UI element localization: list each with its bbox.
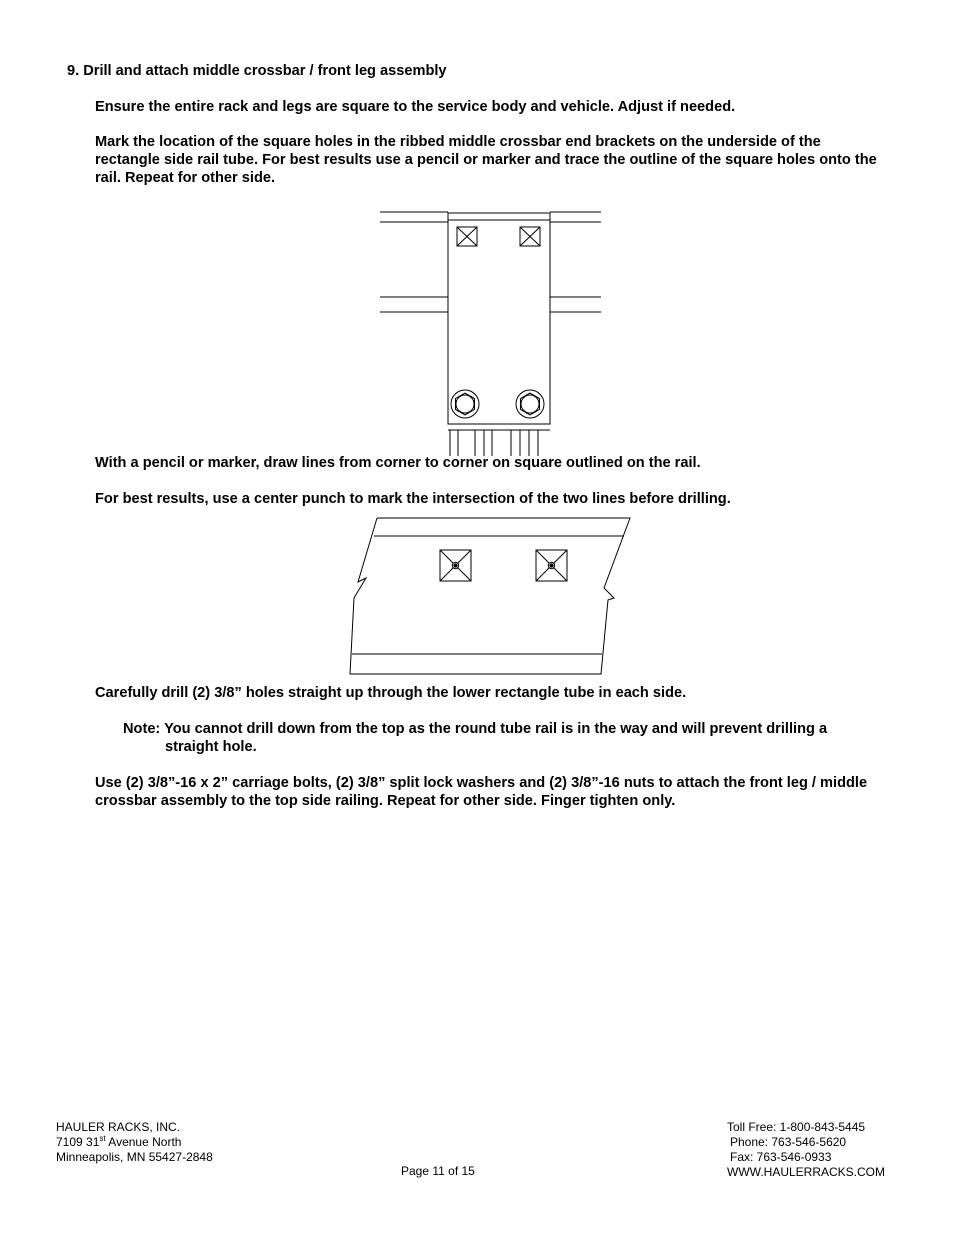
city-line: Minneapolis, MN 55427-2848 (56, 1150, 213, 1164)
phone: Phone: 763-546-5620 (730, 1135, 847, 1149)
footer-contact (727, 1120, 885, 1180)
marked-square (440, 550, 471, 581)
square-hole (457, 227, 477, 246)
bracket-plate (448, 213, 550, 424)
hex-nut (451, 390, 480, 418)
website: WWW.HAULERRACKS.COM (727, 1165, 886, 1179)
instruction-draw-lines: With a pencil or marker, draw lines from corner to corner on square outlined on the rail. (95, 455, 701, 471)
street-address: 7109 31st Avenue North (56, 1134, 182, 1149)
bracket-on-rail-diagram (380, 208, 604, 456)
instruction-center-punch: For best results, use a center punch to mark the intersection of the two lines before drilling. (95, 491, 731, 507)
tube-outline (350, 518, 630, 674)
company-name: HAULER RACKS, INC. (56, 1120, 181, 1134)
step-title: 9. Drill and attach middle crossbar / front leg assembly (67, 63, 447, 79)
note-text-continued: straight hole. (165, 739, 257, 755)
instruction-square-check: Ensure the entire rack and legs are square to the service body and vehicle. Adjust if needed. (95, 99, 736, 115)
note-text: Note: You cannot drill down from the top as the round tube rail is in the way and will prevent drilling a (123, 721, 828, 737)
instruction-attach: Use (2) 3/8”-16 x 2” carriage bolts, (2) 3/8” split lock washers and (2) 3/8”-16 nuts to attach the front leg / middle crossbar assembly to the top side railing. Repeat for other side. Finger tighten only. (95, 775, 868, 809)
footer-address (56, 1120, 213, 1165)
instruction-drill: Carefully drill (2) 3/8” holes straight up through the lower rectangle tube in each side. (95, 685, 687, 701)
hex-nut (516, 390, 545, 418)
note-block (123, 720, 893, 756)
instruction-mark-location: Mark the location of the square holes in the ribbed middle crossbar end brackets on the underside of the rectangle side rail tube. For best results use a pencil or marker and trace the outline of the square holes onto the rail. Repeat for other side. (95, 134, 877, 186)
fax: Fax: 763-546-0933 (730, 1150, 832, 1164)
square-hole (520, 227, 540, 246)
toll-free: Toll Free: 1-800-843-5445 (727, 1120, 866, 1134)
rail-marking-diagram (348, 516, 632, 678)
page-number: Page 11 of 15 (401, 1164, 475, 1178)
marked-square (536, 550, 567, 581)
